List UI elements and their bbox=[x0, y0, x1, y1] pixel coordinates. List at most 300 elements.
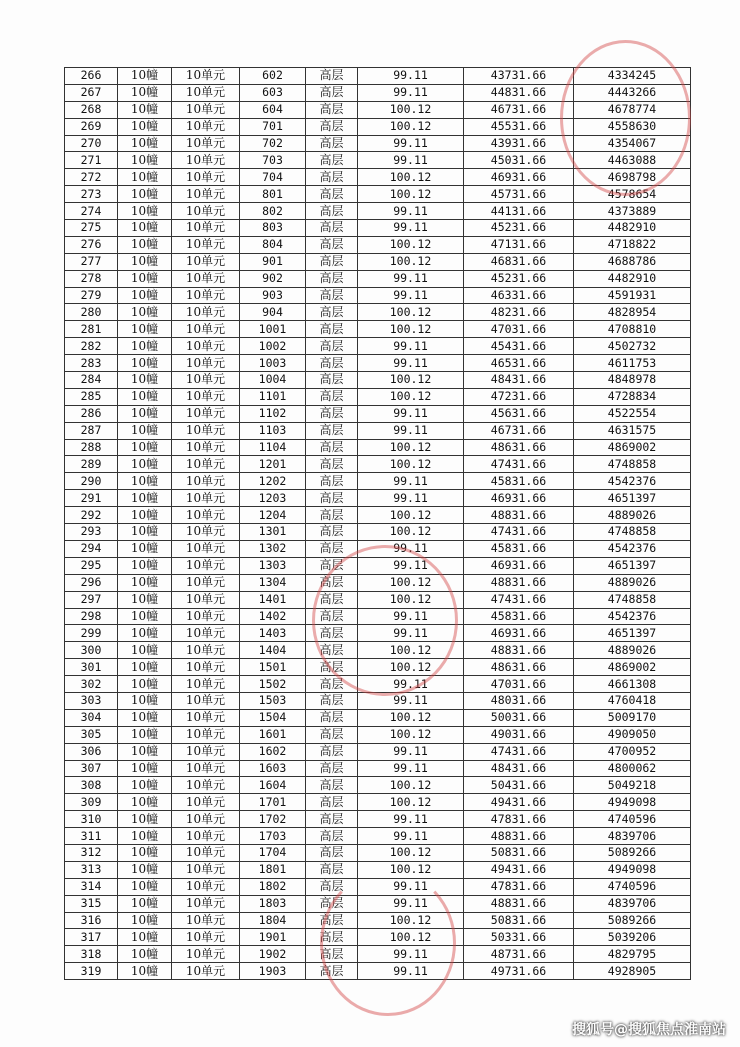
building-cell: 10幢 bbox=[118, 355, 172, 372]
room-number-cell: 803 bbox=[240, 220, 306, 237]
total-price-cell: 4839706 bbox=[574, 828, 691, 845]
unit-cell: 10单元 bbox=[172, 709, 240, 726]
area-cell: 99.11 bbox=[358, 760, 464, 777]
floor-type-cell: 高层 bbox=[306, 777, 358, 794]
row-index-cell: 269 bbox=[65, 118, 118, 135]
unit-price-cell: 46931.66 bbox=[464, 490, 574, 507]
unit-cell: 10单元 bbox=[172, 794, 240, 811]
area-cell: 100.12 bbox=[358, 253, 464, 270]
total-price-cell: 4748858 bbox=[574, 456, 691, 473]
unit-cell: 10单元 bbox=[172, 642, 240, 659]
building-cell: 10幢 bbox=[118, 388, 172, 405]
table-row bbox=[65, 304, 691, 321]
room-number-cell: 1304 bbox=[240, 574, 306, 591]
row-index-cell: 310 bbox=[65, 811, 118, 828]
room-number-cell: 901 bbox=[240, 253, 306, 270]
row-index-cell: 313 bbox=[65, 861, 118, 878]
building-cell: 10幢 bbox=[118, 946, 172, 963]
room-number-cell: 701 bbox=[240, 118, 306, 135]
unit-cell: 10单元 bbox=[172, 236, 240, 253]
row-index-cell: 297 bbox=[65, 591, 118, 608]
floor-type-cell: 高层 bbox=[306, 726, 358, 743]
room-number-cell: 1003 bbox=[240, 355, 306, 372]
floor-type-cell: 高层 bbox=[306, 101, 358, 118]
room-number-cell: 904 bbox=[240, 304, 306, 321]
area-cell: 100.12 bbox=[358, 186, 464, 203]
unit-price-cell: 48831.66 bbox=[464, 507, 574, 524]
unit-price-cell: 50331.66 bbox=[464, 929, 574, 946]
room-number-cell: 1704 bbox=[240, 844, 306, 861]
total-price-cell: 4482910 bbox=[574, 270, 691, 287]
unit-price-cell: 45731.66 bbox=[464, 186, 574, 203]
floor-type-cell: 高层 bbox=[306, 963, 358, 980]
total-price-cell: 4869002 bbox=[574, 659, 691, 676]
area-cell: 100.12 bbox=[358, 726, 464, 743]
unit-cell: 10单元 bbox=[172, 743, 240, 760]
building-cell: 10幢 bbox=[118, 253, 172, 270]
row-index-cell: 308 bbox=[65, 777, 118, 794]
table-row bbox=[65, 439, 691, 456]
unit-price-cell: 48831.66 bbox=[464, 574, 574, 591]
area-cell: 100.12 bbox=[358, 118, 464, 135]
room-number-cell: 1601 bbox=[240, 726, 306, 743]
building-cell: 10幢 bbox=[118, 676, 172, 693]
unit-cell: 10单元 bbox=[172, 84, 240, 101]
room-number-cell: 1802 bbox=[240, 878, 306, 895]
floor-type-cell: 高层 bbox=[306, 709, 358, 726]
room-number-cell: 604 bbox=[240, 101, 306, 118]
table-body bbox=[65, 68, 691, 980]
room-number-cell: 804 bbox=[240, 236, 306, 253]
floor-type-cell: 高层 bbox=[306, 253, 358, 270]
table-row bbox=[65, 692, 691, 709]
table-row bbox=[65, 540, 691, 557]
floor-type-cell: 高层 bbox=[306, 844, 358, 861]
area-cell: 100.12 bbox=[358, 456, 464, 473]
area-cell: 100.12 bbox=[358, 321, 464, 338]
unit-price-cell: 45631.66 bbox=[464, 405, 574, 422]
room-number-cell: 1103 bbox=[240, 422, 306, 439]
area-cell: 99.11 bbox=[358, 811, 464, 828]
row-index-cell: 274 bbox=[65, 203, 118, 220]
room-number-cell: 1202 bbox=[240, 473, 306, 490]
building-cell: 10幢 bbox=[118, 422, 172, 439]
table-row bbox=[65, 456, 691, 473]
row-index-cell: 318 bbox=[65, 946, 118, 963]
room-number-cell: 1403 bbox=[240, 625, 306, 642]
table-row bbox=[65, 338, 691, 355]
row-index-cell: 319 bbox=[65, 963, 118, 980]
unit-cell: 10单元 bbox=[172, 253, 240, 270]
floor-type-cell: 高层 bbox=[306, 203, 358, 220]
building-cell: 10幢 bbox=[118, 236, 172, 253]
table-row bbox=[65, 388, 691, 405]
row-index-cell: 282 bbox=[65, 338, 118, 355]
building-cell: 10幢 bbox=[118, 135, 172, 152]
building-cell: 10幢 bbox=[118, 811, 172, 828]
building-cell: 10幢 bbox=[118, 760, 172, 777]
table-row bbox=[65, 625, 691, 642]
row-index-cell: 278 bbox=[65, 270, 118, 287]
floor-type-cell: 高层 bbox=[306, 895, 358, 912]
area-cell: 100.12 bbox=[358, 439, 464, 456]
building-cell: 10幢 bbox=[118, 625, 172, 642]
area-cell: 99.11 bbox=[358, 490, 464, 507]
building-cell: 10幢 bbox=[118, 642, 172, 659]
total-price-cell: 4542376 bbox=[574, 473, 691, 490]
room-number-cell: 1401 bbox=[240, 591, 306, 608]
price-table bbox=[64, 67, 691, 980]
total-price-cell: 4748858 bbox=[574, 591, 691, 608]
building-cell: 10幢 bbox=[118, 84, 172, 101]
row-index-cell: 279 bbox=[65, 287, 118, 304]
unit-cell: 10单元 bbox=[172, 101, 240, 118]
unit-price-cell: 48031.66 bbox=[464, 692, 574, 709]
unit-price-cell: 49431.66 bbox=[464, 794, 574, 811]
room-number-cell: 1503 bbox=[240, 692, 306, 709]
room-number-cell: 903 bbox=[240, 287, 306, 304]
row-index-cell: 281 bbox=[65, 321, 118, 338]
table-row bbox=[65, 473, 691, 490]
total-price-cell: 4631575 bbox=[574, 422, 691, 439]
unit-price-cell: 48831.66 bbox=[464, 642, 574, 659]
total-price-cell: 4728834 bbox=[574, 388, 691, 405]
room-number-cell: 1502 bbox=[240, 676, 306, 693]
unit-price-cell: 46931.66 bbox=[464, 169, 574, 186]
unit-price-cell: 50831.66 bbox=[464, 844, 574, 861]
area-cell: 100.12 bbox=[358, 929, 464, 946]
total-price-cell: 4334245 bbox=[574, 68, 691, 85]
floor-type-cell: 高层 bbox=[306, 338, 358, 355]
building-cell: 10幢 bbox=[118, 524, 172, 541]
total-price-cell: 4698798 bbox=[574, 169, 691, 186]
floor-type-cell: 高层 bbox=[306, 422, 358, 439]
unit-cell: 10单元 bbox=[172, 355, 240, 372]
unit-cell: 10单元 bbox=[172, 929, 240, 946]
building-cell: 10幢 bbox=[118, 490, 172, 507]
table-row bbox=[65, 743, 691, 760]
building-cell: 10幢 bbox=[118, 405, 172, 422]
table-row bbox=[65, 794, 691, 811]
total-price-cell: 4889026 bbox=[574, 574, 691, 591]
row-index-cell: 295 bbox=[65, 557, 118, 574]
area-cell: 100.12 bbox=[358, 861, 464, 878]
area-cell: 100.12 bbox=[358, 574, 464, 591]
area-cell: 99.11 bbox=[358, 692, 464, 709]
total-price-cell: 4828954 bbox=[574, 304, 691, 321]
area-cell: 99.11 bbox=[358, 287, 464, 304]
area-cell: 100.12 bbox=[358, 844, 464, 861]
area-cell: 99.11 bbox=[358, 405, 464, 422]
floor-type-cell: 高层 bbox=[306, 287, 358, 304]
table-row bbox=[65, 844, 691, 861]
area-cell: 100.12 bbox=[358, 709, 464, 726]
unit-cell: 10单元 bbox=[172, 811, 240, 828]
unit-cell: 10单元 bbox=[172, 878, 240, 895]
area-cell: 99.11 bbox=[358, 540, 464, 557]
building-cell: 10幢 bbox=[118, 912, 172, 929]
table-row bbox=[65, 642, 691, 659]
unit-price-cell: 49031.66 bbox=[464, 726, 574, 743]
building-cell: 10幢 bbox=[118, 861, 172, 878]
table-row bbox=[65, 676, 691, 693]
table-row bbox=[65, 557, 691, 574]
row-index-cell: 276 bbox=[65, 236, 118, 253]
row-index-cell: 314 bbox=[65, 878, 118, 895]
floor-type-cell: 高层 bbox=[306, 169, 358, 186]
unit-price-cell: 45831.66 bbox=[464, 473, 574, 490]
room-number-cell: 1203 bbox=[240, 490, 306, 507]
table-row bbox=[65, 220, 691, 237]
table-row bbox=[65, 912, 691, 929]
table-row bbox=[65, 929, 691, 946]
floor-type-cell: 高层 bbox=[306, 456, 358, 473]
total-price-cell: 4839706 bbox=[574, 895, 691, 912]
area-cell: 99.11 bbox=[358, 473, 464, 490]
table-row bbox=[65, 591, 691, 608]
area-cell: 100.12 bbox=[358, 794, 464, 811]
room-number-cell: 1303 bbox=[240, 557, 306, 574]
room-number-cell: 1302 bbox=[240, 540, 306, 557]
total-price-cell: 4522554 bbox=[574, 405, 691, 422]
row-index-cell: 306 bbox=[65, 743, 118, 760]
room-number-cell: 902 bbox=[240, 270, 306, 287]
row-index-cell: 304 bbox=[65, 709, 118, 726]
total-price-cell: 5089266 bbox=[574, 844, 691, 861]
unit-price-cell: 47431.66 bbox=[464, 591, 574, 608]
room-number-cell: 1301 bbox=[240, 524, 306, 541]
table-row bbox=[65, 878, 691, 895]
floor-type-cell: 高层 bbox=[306, 760, 358, 777]
unit-cell: 10单元 bbox=[172, 676, 240, 693]
watermark: 搜狐号@搜狐焦点淮南站 bbox=[572, 1022, 726, 1038]
table-row bbox=[65, 186, 691, 203]
area-cell: 99.11 bbox=[358, 895, 464, 912]
building-cell: 10幢 bbox=[118, 270, 172, 287]
building-cell: 10幢 bbox=[118, 203, 172, 220]
area-cell: 99.11 bbox=[358, 270, 464, 287]
building-cell: 10幢 bbox=[118, 659, 172, 676]
room-number-cell: 1404 bbox=[240, 642, 306, 659]
area-cell: 100.12 bbox=[358, 169, 464, 186]
total-price-cell: 4740596 bbox=[574, 878, 691, 895]
building-cell: 10幢 bbox=[118, 828, 172, 845]
row-index-cell: 315 bbox=[65, 895, 118, 912]
building-cell: 10幢 bbox=[118, 338, 172, 355]
row-index-cell: 294 bbox=[65, 540, 118, 557]
unit-price-cell: 46731.66 bbox=[464, 101, 574, 118]
row-index-cell: 302 bbox=[65, 676, 118, 693]
row-index-cell: 284 bbox=[65, 372, 118, 389]
area-cell: 99.11 bbox=[358, 422, 464, 439]
unit-cell: 10单元 bbox=[172, 692, 240, 709]
unit-cell: 10单元 bbox=[172, 895, 240, 912]
table-row bbox=[65, 355, 691, 372]
building-cell: 10幢 bbox=[118, 321, 172, 338]
area-cell: 99.11 bbox=[358, 828, 464, 845]
unit-cell: 10单元 bbox=[172, 422, 240, 439]
building-cell: 10幢 bbox=[118, 152, 172, 169]
row-index-cell: 296 bbox=[65, 574, 118, 591]
row-index-cell: 311 bbox=[65, 828, 118, 845]
unit-cell: 10单元 bbox=[172, 777, 240, 794]
area-cell: 99.11 bbox=[358, 963, 464, 980]
building-cell: 10幢 bbox=[118, 372, 172, 389]
room-number-cell: 703 bbox=[240, 152, 306, 169]
area-cell: 100.12 bbox=[358, 524, 464, 541]
unit-price-cell: 48231.66 bbox=[464, 304, 574, 321]
building-cell: 10幢 bbox=[118, 844, 172, 861]
total-price-cell: 4542376 bbox=[574, 540, 691, 557]
area-cell: 99.11 bbox=[358, 220, 464, 237]
area-cell: 99.11 bbox=[358, 743, 464, 760]
area-cell: 99.11 bbox=[358, 152, 464, 169]
floor-type-cell: 高层 bbox=[306, 608, 358, 625]
room-number-cell: 1903 bbox=[240, 963, 306, 980]
floor-type-cell: 高层 bbox=[306, 828, 358, 845]
table-row bbox=[65, 659, 691, 676]
building-cell: 10幢 bbox=[118, 963, 172, 980]
unit-cell: 10单元 bbox=[172, 912, 240, 929]
room-number-cell: 1804 bbox=[240, 912, 306, 929]
table-row bbox=[65, 777, 691, 794]
building-cell: 10幢 bbox=[118, 591, 172, 608]
row-index-cell: 292 bbox=[65, 507, 118, 524]
table-row bbox=[65, 101, 691, 118]
unit-cell: 10单元 bbox=[172, 557, 240, 574]
floor-type-cell: 高层 bbox=[306, 473, 358, 490]
building-cell: 10幢 bbox=[118, 574, 172, 591]
row-index-cell: 288 bbox=[65, 439, 118, 456]
floor-type-cell: 高层 bbox=[306, 507, 358, 524]
unit-cell: 10单元 bbox=[172, 135, 240, 152]
floor-type-cell: 高层 bbox=[306, 811, 358, 828]
unit-cell: 10单元 bbox=[172, 220, 240, 237]
row-index-cell: 307 bbox=[65, 760, 118, 777]
area-cell: 99.11 bbox=[358, 608, 464, 625]
total-price-cell: 4889026 bbox=[574, 642, 691, 659]
row-index-cell: 309 bbox=[65, 794, 118, 811]
row-index-cell: 298 bbox=[65, 608, 118, 625]
unit-cell: 10单元 bbox=[172, 574, 240, 591]
total-price-cell: 4688786 bbox=[574, 253, 691, 270]
unit-price-cell: 50431.66 bbox=[464, 777, 574, 794]
row-index-cell: 293 bbox=[65, 524, 118, 541]
floor-type-cell: 高层 bbox=[306, 540, 358, 557]
floor-type-cell: 高层 bbox=[306, 524, 358, 541]
unit-cell: 10单元 bbox=[172, 726, 240, 743]
table-row bbox=[65, 422, 691, 439]
room-number-cell: 1902 bbox=[240, 946, 306, 963]
room-number-cell: 1702 bbox=[240, 811, 306, 828]
area-cell: 100.12 bbox=[358, 777, 464, 794]
room-number-cell: 1604 bbox=[240, 777, 306, 794]
table-row bbox=[65, 963, 691, 980]
floor-type-cell: 高层 bbox=[306, 321, 358, 338]
row-index-cell: 283 bbox=[65, 355, 118, 372]
room-number-cell: 704 bbox=[240, 169, 306, 186]
unit-price-cell: 47831.66 bbox=[464, 811, 574, 828]
unit-price-cell: 48431.66 bbox=[464, 760, 574, 777]
total-price-cell: 5049218 bbox=[574, 777, 691, 794]
total-price-cell: 4949098 bbox=[574, 861, 691, 878]
total-price-cell: 4708810 bbox=[574, 321, 691, 338]
table-row bbox=[65, 608, 691, 625]
row-index-cell: 290 bbox=[65, 473, 118, 490]
row-index-cell: 299 bbox=[65, 625, 118, 642]
unit-price-cell: 45031.66 bbox=[464, 152, 574, 169]
building-cell: 10幢 bbox=[118, 169, 172, 186]
unit-cell: 10单元 bbox=[172, 828, 240, 845]
building-cell: 10幢 bbox=[118, 507, 172, 524]
floor-type-cell: 高层 bbox=[306, 84, 358, 101]
row-index-cell: 266 bbox=[65, 68, 118, 85]
unit-price-cell: 46931.66 bbox=[464, 625, 574, 642]
unit-cell: 10单元 bbox=[172, 118, 240, 135]
floor-type-cell: 高层 bbox=[306, 490, 358, 507]
unit-price-cell: 48831.66 bbox=[464, 828, 574, 845]
unit-price-cell: 48631.66 bbox=[464, 439, 574, 456]
unit-cell: 10单元 bbox=[172, 388, 240, 405]
table-row bbox=[65, 118, 691, 135]
unit-cell: 10单元 bbox=[172, 372, 240, 389]
area-cell: 99.11 bbox=[358, 625, 464, 642]
table-row bbox=[65, 321, 691, 338]
total-price-cell: 4558630 bbox=[574, 118, 691, 135]
table-row bbox=[65, 405, 691, 422]
table-row bbox=[65, 895, 691, 912]
unit-cell: 10单元 bbox=[172, 946, 240, 963]
unit-cell: 10单元 bbox=[172, 270, 240, 287]
unit-price-cell: 50031.66 bbox=[464, 709, 574, 726]
building-cell: 10幢 bbox=[118, 68, 172, 85]
building-cell: 10幢 bbox=[118, 709, 172, 726]
room-number-cell: 801 bbox=[240, 186, 306, 203]
room-number-cell: 1002 bbox=[240, 338, 306, 355]
floor-type-cell: 高层 bbox=[306, 929, 358, 946]
building-cell: 10幢 bbox=[118, 777, 172, 794]
table-row bbox=[65, 68, 691, 85]
unit-price-cell: 48731.66 bbox=[464, 946, 574, 963]
floor-type-cell: 高层 bbox=[306, 270, 358, 287]
total-price-cell: 4848978 bbox=[574, 372, 691, 389]
unit-price-cell: 48631.66 bbox=[464, 659, 574, 676]
table-row bbox=[65, 946, 691, 963]
room-number-cell: 1803 bbox=[240, 895, 306, 912]
row-index-cell: 303 bbox=[65, 692, 118, 709]
area-cell: 100.12 bbox=[358, 507, 464, 524]
table-row bbox=[65, 574, 691, 591]
table-row bbox=[65, 861, 691, 878]
unit-price-cell: 43931.66 bbox=[464, 135, 574, 152]
total-price-cell: 4651397 bbox=[574, 625, 691, 642]
table-row bbox=[65, 372, 691, 389]
unit-cell: 10单元 bbox=[172, 439, 240, 456]
total-price-cell: 4502732 bbox=[574, 338, 691, 355]
room-number-cell: 1004 bbox=[240, 372, 306, 389]
row-index-cell: 267 bbox=[65, 84, 118, 101]
total-price-cell: 4889026 bbox=[574, 507, 691, 524]
table-row bbox=[65, 84, 691, 101]
area-cell: 99.11 bbox=[358, 676, 464, 693]
floor-type-cell: 高层 bbox=[306, 152, 358, 169]
row-index-cell: 316 bbox=[65, 912, 118, 929]
table-row bbox=[65, 726, 691, 743]
floor-type-cell: 高层 bbox=[306, 220, 358, 237]
room-number-cell: 702 bbox=[240, 135, 306, 152]
floor-type-cell: 高层 bbox=[306, 676, 358, 693]
table-row bbox=[65, 236, 691, 253]
